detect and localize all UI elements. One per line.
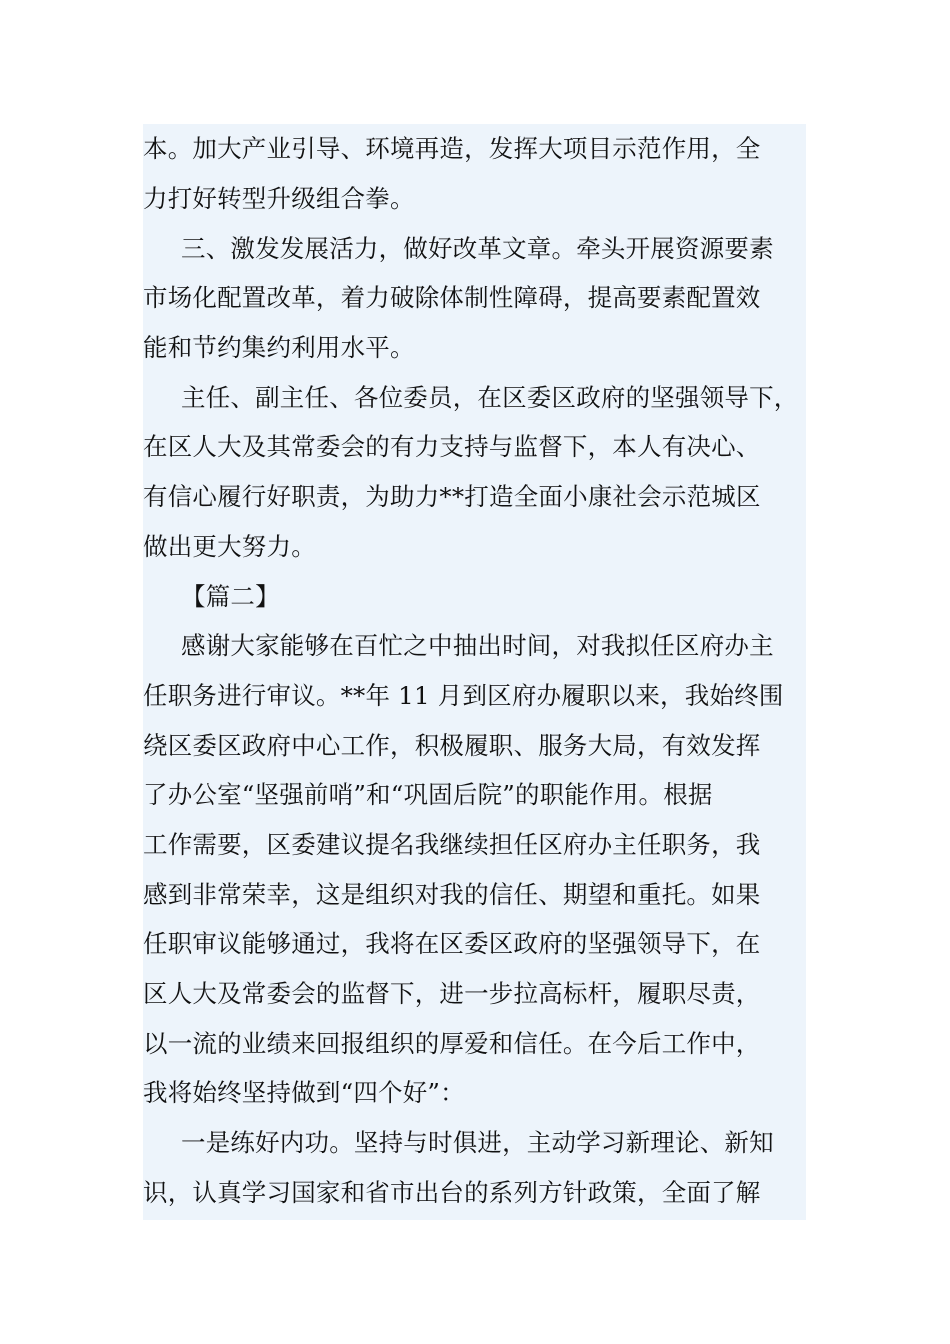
text-line-12: 任职务进行审议。**年 11 月到区府办履职以来，我始终围 [143, 681, 784, 710]
text-line-7: 在区人大及其常委会的有力支持与监督下，本人有决心、 [143, 432, 761, 461]
text-line-16: 感到非常荣幸，这是组织对我的信任、期望和重托。如果 [143, 880, 761, 909]
text-line-19: 以一流的业绩来回报组织的厚爱和信任。在今后工作中， [143, 1029, 761, 1058]
text-line-3: 三、激发发展活力，做好改革文章。牵头开展资源要素 [181, 234, 774, 263]
text-line-4: 市场化配置改革，着力破除体制性障碍，提高要素配置效 [143, 283, 761, 312]
text-line-6: 主任、副主任、各位委员，在区委区政府的坚强领导下， [181, 383, 799, 412]
text-line-9: 做出更大努力。 [143, 532, 316, 561]
text-line-13: 绕区委区政府中心工作，积极履职、服务大局，有效发挥 [143, 731, 761, 760]
text-line-22: 识，认真学习国家和省市出台的系列方针政策，全面了解 [143, 1178, 761, 1207]
text-line-5: 能和节约集约利用水平。 [143, 333, 415, 362]
text-line-20: 我将始终坚持做到“四个好”： [143, 1078, 465, 1107]
text-line-1: 本。加大产业引导、环境再造，发挥大项目示范作用，全 [143, 134, 761, 163]
text-line-8: 有信心履行好职责，为助力**打造全面小康社会示范城区 [143, 482, 761, 511]
text-line-15: 工作需要，区委建议提名我继续担任区府办主任职务，我 [143, 830, 761, 859]
text-line-18: 区人大及常委会的监督下，进一步拉高标杆，履职尽责， [143, 979, 761, 1008]
document-text-block [143, 124, 806, 1220]
text-line-17: 任职审议能够通过，我将在区委区政府的坚强领导下，在 [143, 929, 761, 958]
text-line-14: 了办公室“坚强前哨”和“巩固后院”的职能作用。根据 [143, 780, 713, 809]
text-line-2: 力打好转型升级组合拳。 [143, 184, 415, 213]
section-heading: 【篇二】 [181, 582, 280, 611]
text-line-21: 一是练好内功。坚持与时俱进，主动学习新理论、新知 [181, 1128, 774, 1157]
text-line-11: 感谢大家能够在百忙之中抽出时间，对我拟任区府办主 [181, 631, 774, 660]
